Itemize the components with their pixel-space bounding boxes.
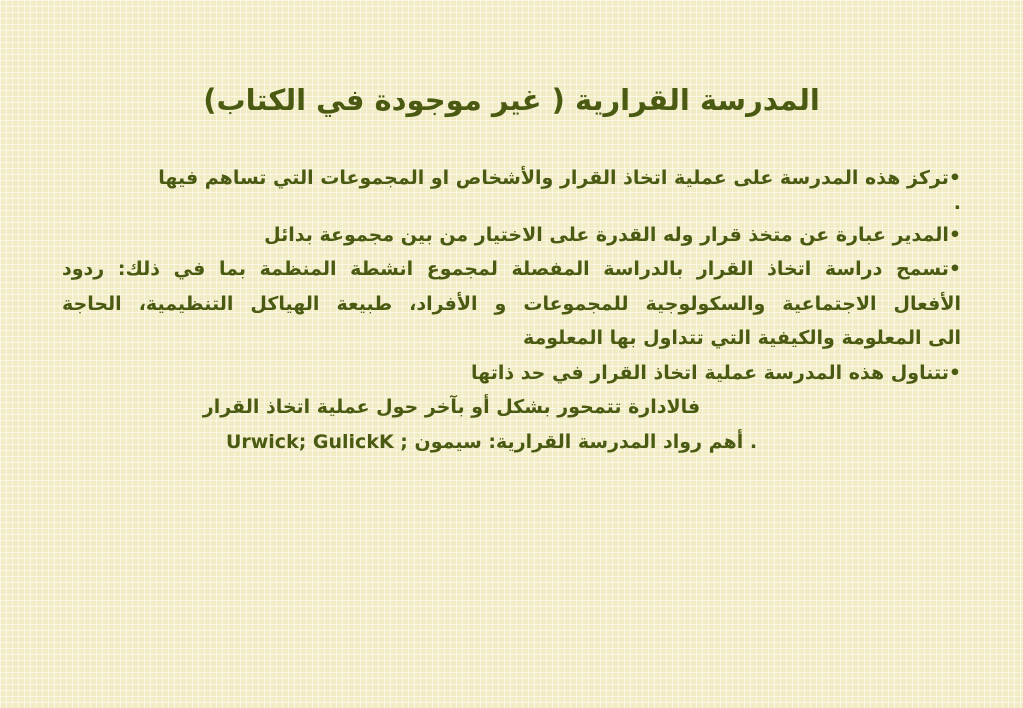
bullet-decision-study-line-2: الأفعال الاجتماعية والسكولوجية للمجموعات و الأفراد، طبيعة الهياكل التنظيمية، الحاجة — [62, 292, 961, 315]
pioneers-text: . أهم رواد المدرسة القرارية: سيمون ; Urwick; GulickK — [225, 430, 758, 453]
bullet-decision-process: •تتناول هذه المدرسة عملية اتخاذ القرار في حد ذاتها — [471, 361, 961, 384]
bullet-decision-study-line-1: •تسمح دراسة اتخاذ القرار بالدراسة المفصلة لمجموع انشطة المنظمة بما في ذلك: ردود — [62, 258, 961, 280]
slide-title: المدرسة القرارية ( غير موجودة في الكتاب) — [203, 83, 820, 117]
pioneers-line — [62, 425, 961, 460]
bullet-manager-decision-maker: •المدير عبارة عن متخذ قرار وله القدرة على الاختيار من بين مجموعة بدائل — [264, 223, 961, 246]
management-decision-text: فالادارة تتمحور بشكل أو بآخر حول عملية اتخاذ القرار — [202, 396, 701, 418]
management-decision-line — [62, 390, 961, 425]
slide-body — [62, 161, 961, 459]
bullet-decision-focus: •تركز هذه المدرسة على عملية اتخاذ القرار والأشخاص او المجموعات التي تساهم فيها — [158, 167, 961, 189]
bullet-decision-focus-end: . — [953, 191, 961, 214]
bullet-decision-study-line-3: الى المعلومة والكيفية التي تتداول بها المعلومة — [522, 327, 961, 349]
